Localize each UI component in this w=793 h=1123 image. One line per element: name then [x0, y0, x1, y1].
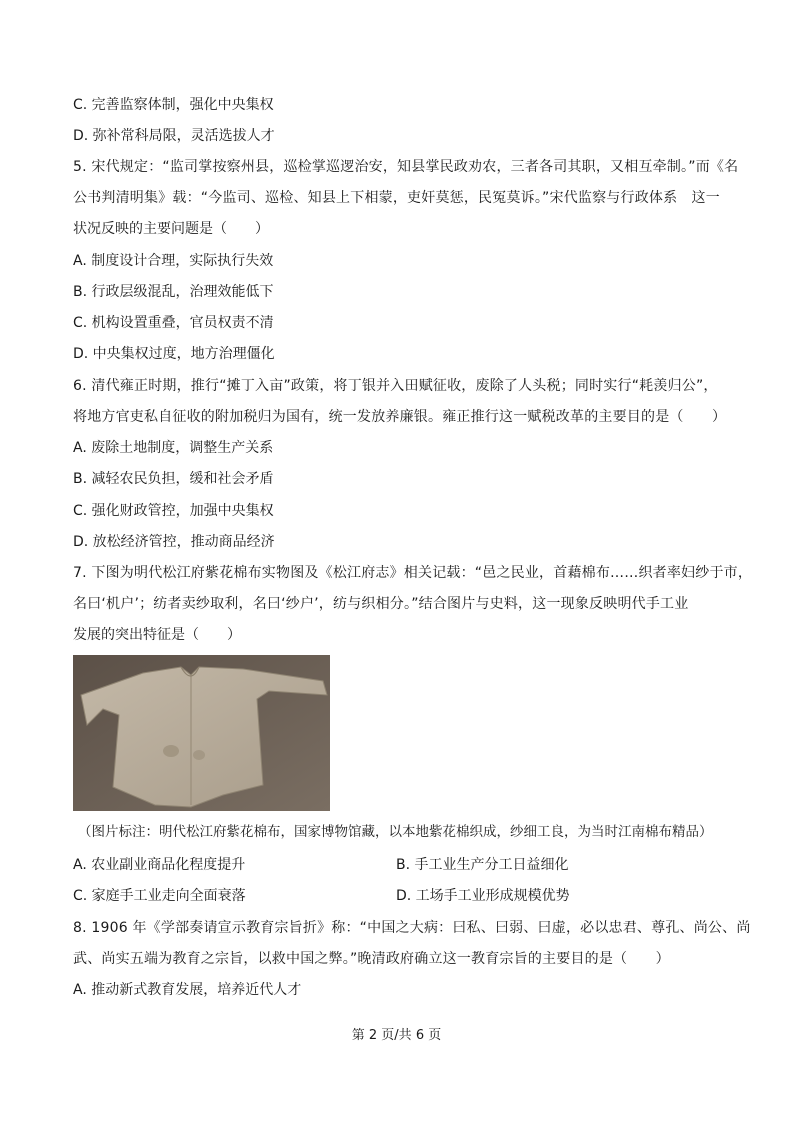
question-7-option-a: A. 农业副业商品化程度提升	[73, 857, 246, 873]
question-6-line-1: 6. 清代雍正时期，推行“摊丁入亩”政策，将丁银并入田赋征收，废除了人头税；同时实行“耗羡归公”，	[73, 378, 718, 394]
question-6-option-b: B. 减轻农民负担，缓和社会矛盾	[73, 471, 274, 487]
question-6-option-d: D. 放松经济管控，推动商品经济	[73, 534, 275, 550]
question-5-line-2: 公书判清明集》载：“今监司、巡检、知县上下相蒙，吏奸莫惩，民冤莫诉。”宋代监察与行政体系 这一	[73, 190, 720, 206]
question-6-option-a: A. 废除土地制度，调整生产关系	[73, 440, 274, 456]
question-7-option-c: C. 家庭手工业走向全面衰落	[73, 888, 246, 904]
figure-caption: （图片标注：明代松江府紫花棉布，国家博物馆藏，以本地紫花棉织成，纱细工良，为当时江南棉布精品）	[78, 824, 713, 840]
question-7-line-2: 名曰‘机户’；纺者卖纱取利，名曰‘纱户’，纺与织相分。”结合图片与史料，这一现象反映明代手工业	[73, 596, 689, 612]
question-6-option-c: C. 强化财政管控，加强中央集权	[73, 503, 274, 519]
question-8-option-a: A. 推动新式教育发展，培养近代人才	[73, 982, 302, 998]
question-5-option-b: B. 行政层级混乱，治理效能低下	[73, 284, 274, 300]
question-5-option-c: C. 机构设置重叠，官员权责不清	[73, 315, 274, 331]
question-8-line-1: 8. 1906 年《学部奏请宣示教育宗旨折》称：“中国之大病：曰私、曰弱、曰虚，必以忠君、尊孔、尚公、尚	[73, 920, 751, 936]
question-5-option-a: A. 制度设计合理，实际执行失效	[73, 253, 274, 269]
question-7-line-1: 7. 下图为明代松江府紫花棉布实物图及《松江府志》相关记载：“邑之民业，首藉棉布……织者率妇纱于市，	[73, 565, 753, 581]
page-number-footer: 第 2 页/共 6 页	[351, 1028, 442, 1043]
cotton-robe-illustration	[73, 655, 330, 811]
question-7-option-b: B. 手工业生产分工日益细化	[396, 857, 569, 873]
question-7-option-d: D. 工场手工业形成规模优势	[396, 888, 570, 904]
question-5-line-1: 5. 宋代规定：“监司掌按察州县，巡检掌巡逻治安，知县掌民政劝农，三者各司其职，又相互牵制。”而《名	[73, 159, 739, 175]
option-c-prev: C. 完善监察体制，强化中央集权	[73, 97, 274, 113]
question-5-line-3: 状况反映的主要问题是（ ）	[73, 221, 269, 237]
option-d-prev: D. 弥补常科局限，灵活选拔人才	[73, 128, 275, 144]
question-6-line-2: 将地方官吏私自征收的附加税归为国有，统一发放养廉银。雍正推行这一赋税改革的主要目的是（ ）	[73, 409, 727, 425]
cotton-robe-photo	[73, 655, 330, 811]
question-7-line-3: 发展的突出特征是（ ）	[73, 627, 241, 643]
question-8-line-2: 武、尚实五端为教育之宗旨，以救中国之弊。”晚清政府确立这一教育宗旨的主要目的是（ ）	[73, 951, 670, 967]
question-5-option-d: D. 中央集权过度，地方治理僵化	[73, 346, 275, 362]
